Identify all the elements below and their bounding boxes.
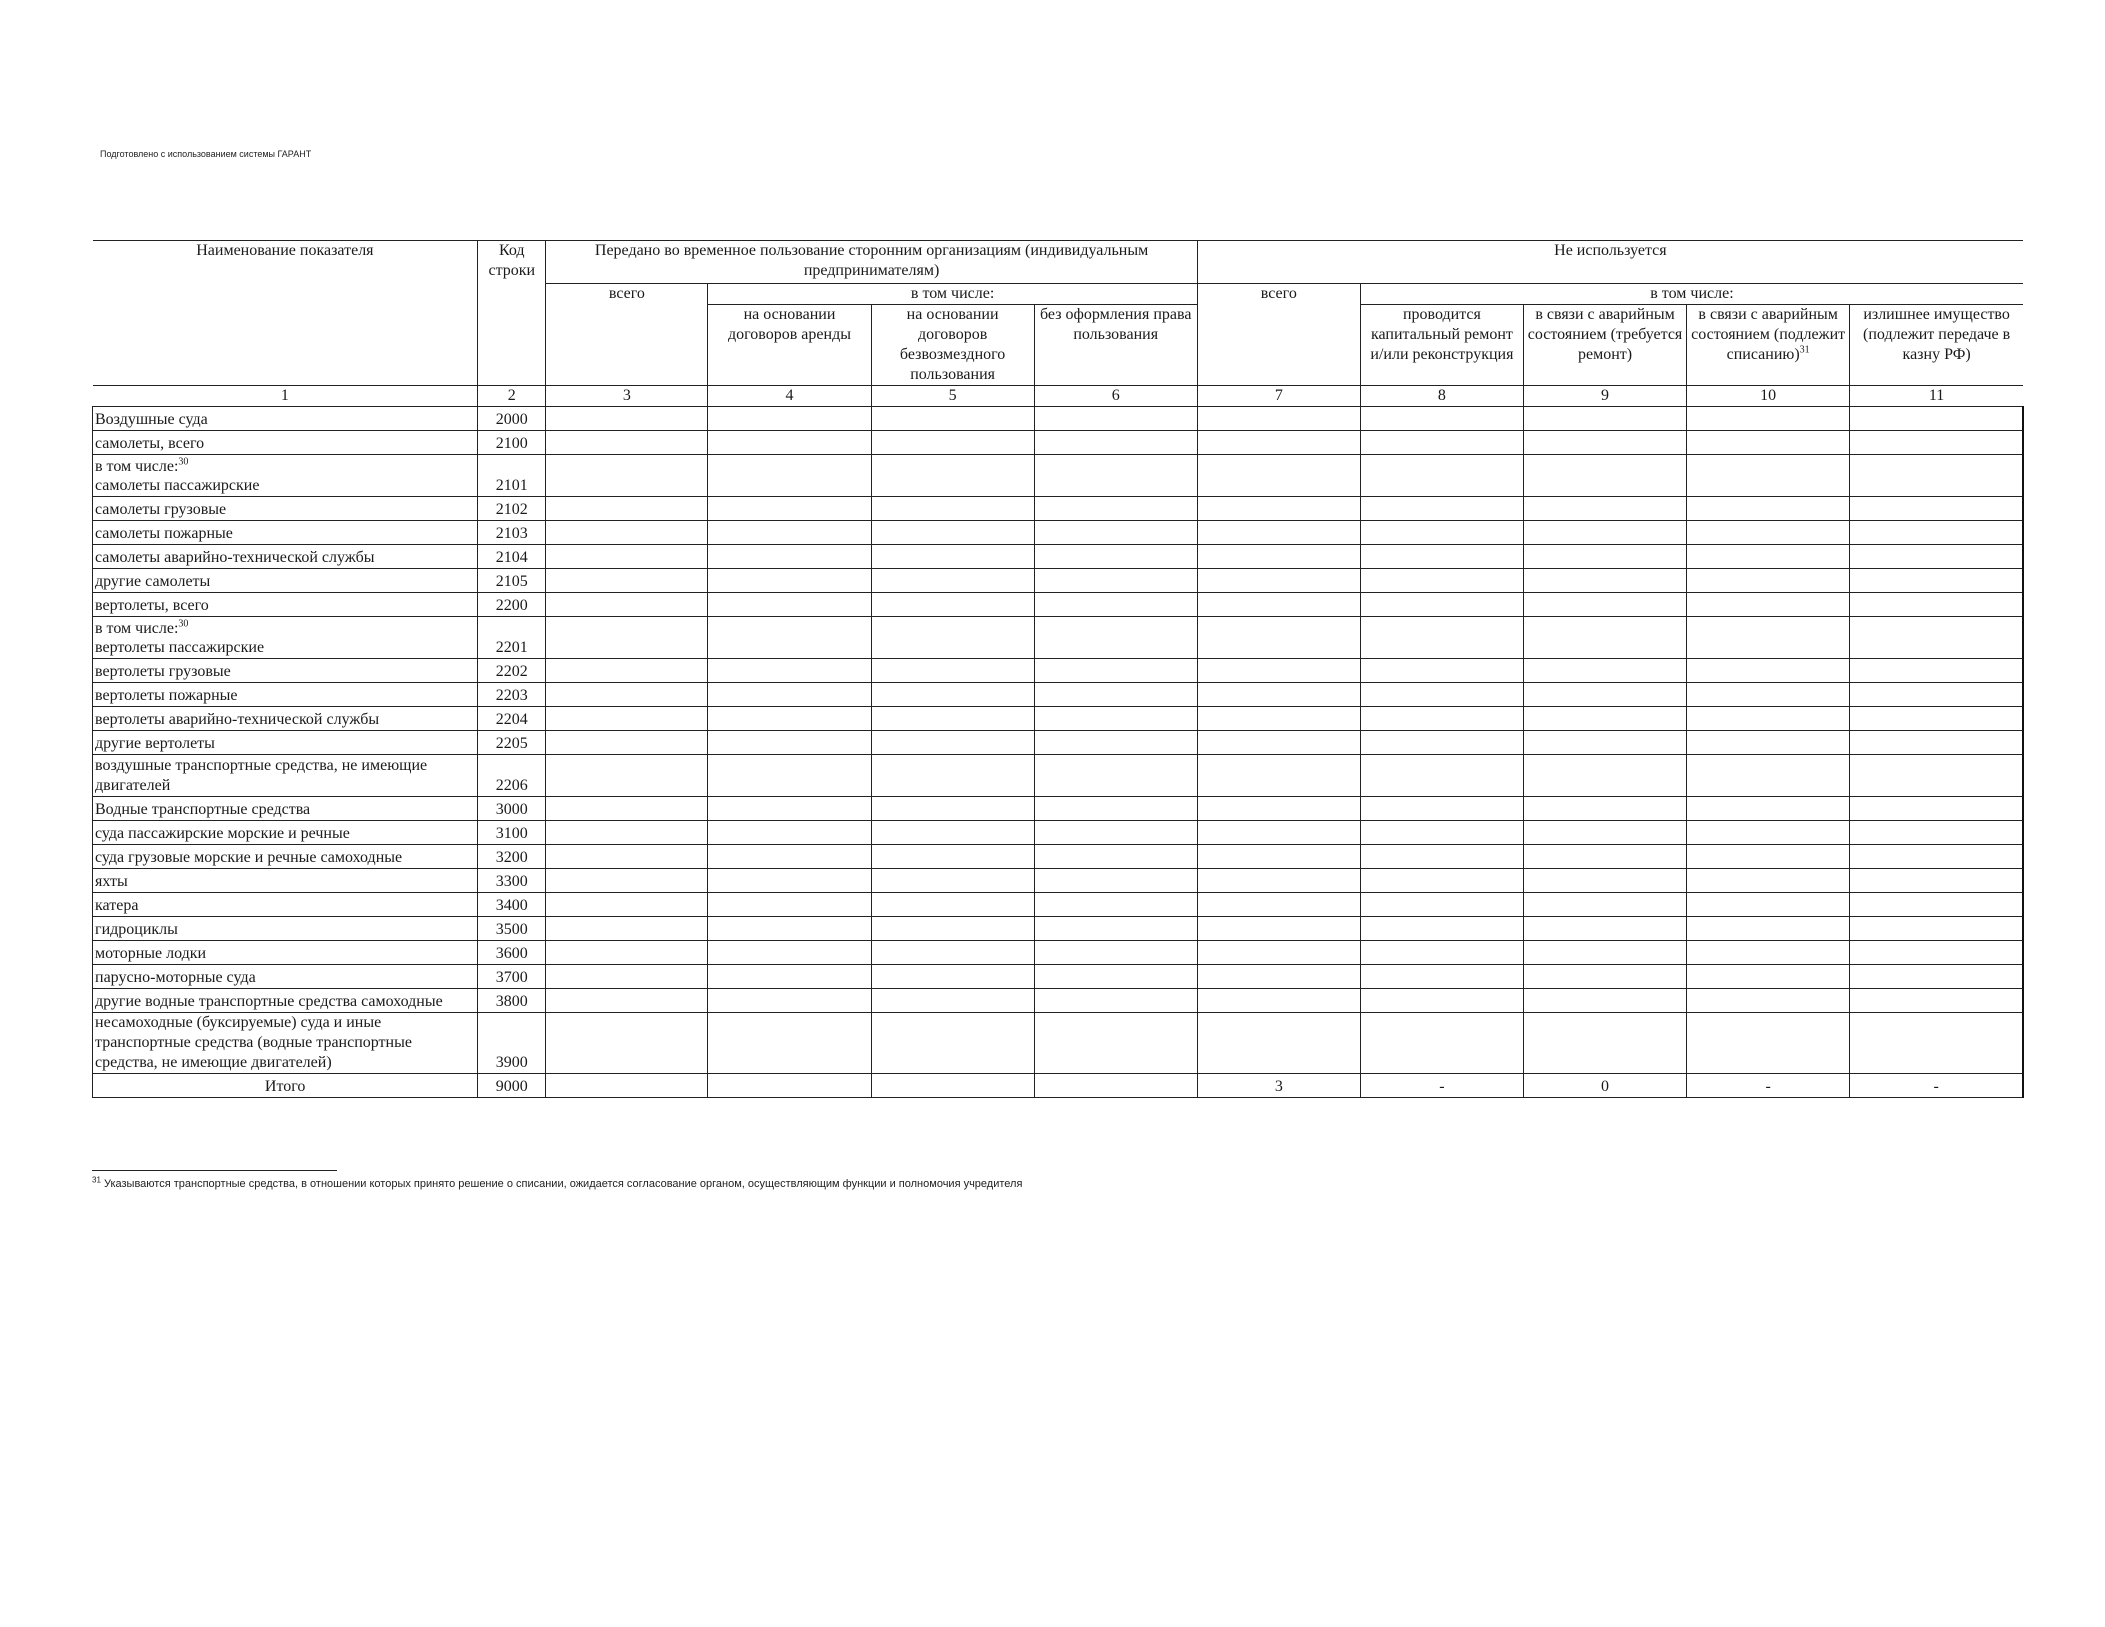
table-row: [93, 845, 2024, 869]
table-row: [93, 707, 2024, 731]
col-number: 11: [1850, 386, 2023, 407]
row-code: 2104: [478, 545, 546, 569]
footnote: $^{31}$ Указываются транспортные средства, в отношении которых принято решение о списании, ожидается согласование органом, осуществляющим функции и полномочия учредителя: [92, 1175, 1023, 1190]
row-name: яхты: [93, 869, 478, 893]
total-label: Итого: [93, 1074, 478, 1098]
table-row: [93, 941, 2024, 965]
row-name: суда грузовые морские и речные самоходные: [93, 845, 478, 869]
col-number: 6: [1034, 386, 1197, 407]
col-rent: на основании договоров аренды: [708, 305, 871, 386]
row-name: другие вертолеты: [93, 731, 478, 755]
total-repair: -: [1360, 1074, 1523, 1098]
total-emergency-writeoff: -: [1687, 1074, 1850, 1098]
col-number: 4: [708, 386, 871, 407]
table-row: [93, 545, 2024, 569]
report-table-wrapper: [92, 240, 2024, 1098]
total-emergency-repair: 0: [1523, 1074, 1686, 1098]
table-row: [93, 659, 2024, 683]
row-name: вертолеты пожарные: [93, 683, 478, 707]
col-unused-incl: в том числе:: [1360, 284, 2023, 305]
row-code: 3800: [478, 989, 546, 1013]
table-row: [93, 797, 2024, 821]
row-name: самолеты аварийно-технической службы: [93, 545, 478, 569]
row-name: другие самолеты: [93, 569, 478, 593]
table-row: [93, 731, 2024, 755]
row-code: 2100: [478, 431, 546, 455]
row-name: суда пассажирские морские и речные: [93, 821, 478, 845]
vehicles-usage-table: [92, 240, 2024, 1098]
col-number: 2: [478, 386, 546, 407]
row-name: парусно-моторные суда: [93, 965, 478, 989]
col-unused-total: всего: [1197, 284, 1360, 386]
row-name: самолеты пожарные: [93, 521, 478, 545]
table-row: [93, 821, 2024, 845]
row-code: 3600: [478, 941, 546, 965]
row-name: в том числе:$^{30}$ вертолеты пассажирские: [93, 617, 478, 659]
table-row: [93, 1013, 2024, 1074]
total-unused: 3: [1197, 1074, 1360, 1098]
table-row: [93, 593, 2024, 617]
row-name: Водные транспортные средства: [93, 797, 478, 821]
row-name: вертолеты, всего: [93, 593, 478, 617]
table-row: [93, 869, 2024, 893]
row-code: 2203: [478, 683, 546, 707]
col-number: 9: [1523, 386, 1686, 407]
table-row: [93, 965, 2024, 989]
table-row: [93, 407, 2024, 431]
row-code: 3700: [478, 965, 546, 989]
row-code: 2205: [478, 731, 546, 755]
row-code: 3100: [478, 821, 546, 845]
row-name: воздушные транспортные средства, не имеющие двигателей: [93, 755, 478, 797]
row-code: 2105: [478, 569, 546, 593]
row-code: 2202: [478, 659, 546, 683]
table-row: [93, 455, 2024, 497]
row-code: 2101: [478, 455, 546, 497]
col-free-use: на основании договоров безвозмездного пользования: [871, 305, 1034, 386]
col-unused-group: Не используется: [1197, 241, 2023, 284]
footnote-divider: [92, 1170, 337, 1171]
col-emergency-writeoff: в связи с аварийным состоянием (подлежит списанию)$^{31}$: [1687, 305, 1850, 386]
row-name: другие водные транспортные средства самоходные: [93, 989, 478, 1013]
col-number: 1: [93, 386, 478, 407]
row-code: 2204: [478, 707, 546, 731]
prepared-note: Подготовлено с использованием системы ГАРАНТ: [100, 149, 312, 159]
table-row: [93, 521, 2024, 545]
row-code: 2206: [478, 755, 546, 797]
col-number: 5: [871, 386, 1034, 407]
table-row: [93, 569, 2024, 593]
table-row: [93, 497, 2024, 521]
row-code: 3300: [478, 869, 546, 893]
row-name: Воздушные суда: [93, 407, 478, 431]
table-row: [93, 917, 2024, 941]
row-code: 2102: [478, 497, 546, 521]
row-code: 3400: [478, 893, 546, 917]
col-name-header: Наименование показателя: [93, 241, 478, 386]
col-no-docs: без оформления права пользования: [1034, 305, 1197, 386]
row-code: 3900: [478, 1013, 546, 1074]
table-row: [93, 617, 2024, 659]
row-code: 2201: [478, 617, 546, 659]
row-name: вертолеты грузовые: [93, 659, 478, 683]
col-code-header: Код строки: [478, 241, 546, 386]
table-row: [93, 755, 2024, 797]
total-row: [93, 1074, 2024, 1098]
col-repair: проводится капитальный ремонт и/или реконструкция: [1360, 305, 1523, 386]
row-code: 3200: [478, 845, 546, 869]
table-row: [93, 989, 2024, 1013]
row-name: вертолеты аварийно-технической службы: [93, 707, 478, 731]
row-name: гидроциклы: [93, 917, 478, 941]
total-surplus: -: [1850, 1074, 2023, 1098]
row-name: катера: [93, 893, 478, 917]
row-code: 3500: [478, 917, 546, 941]
table-row: [93, 683, 2024, 707]
col-number: 8: [1360, 386, 1523, 407]
col-transferred-total: всего: [546, 284, 708, 386]
col-transferred-group: Передано во временное пользование сторонним организациям (индивидуальным предпринимателям): [546, 241, 1197, 284]
col-emergency-repair: в связи с аварийным состоянием (требуется ремонт): [1523, 305, 1686, 386]
table-row: [93, 431, 2024, 455]
col-number: 10: [1687, 386, 1850, 407]
total-code: 9000: [478, 1074, 546, 1098]
col-surplus: излишнее имущество (подлежит передаче в казну РФ): [1850, 305, 2023, 386]
row-name: самолеты грузовые: [93, 497, 478, 521]
row-code: 2000: [478, 407, 546, 431]
col-number: 3: [546, 386, 708, 407]
row-code: 2200: [478, 593, 546, 617]
row-name: самолеты, всего: [93, 431, 478, 455]
row-name: в том числе:$^{30}$ самолеты пассажирские: [93, 455, 478, 497]
row-code: 3000: [478, 797, 546, 821]
col-number: 7: [1197, 386, 1360, 407]
row-name: несамоходные (буксируемые) суда и иные транспортные средства (водные транспортные средства, не имеющие двигателей): [93, 1013, 478, 1074]
row-name: моторные лодки: [93, 941, 478, 965]
row-code: 2103: [478, 521, 546, 545]
table-row: [93, 893, 2024, 917]
col-transferred-incl: в том числе:: [708, 284, 1197, 305]
